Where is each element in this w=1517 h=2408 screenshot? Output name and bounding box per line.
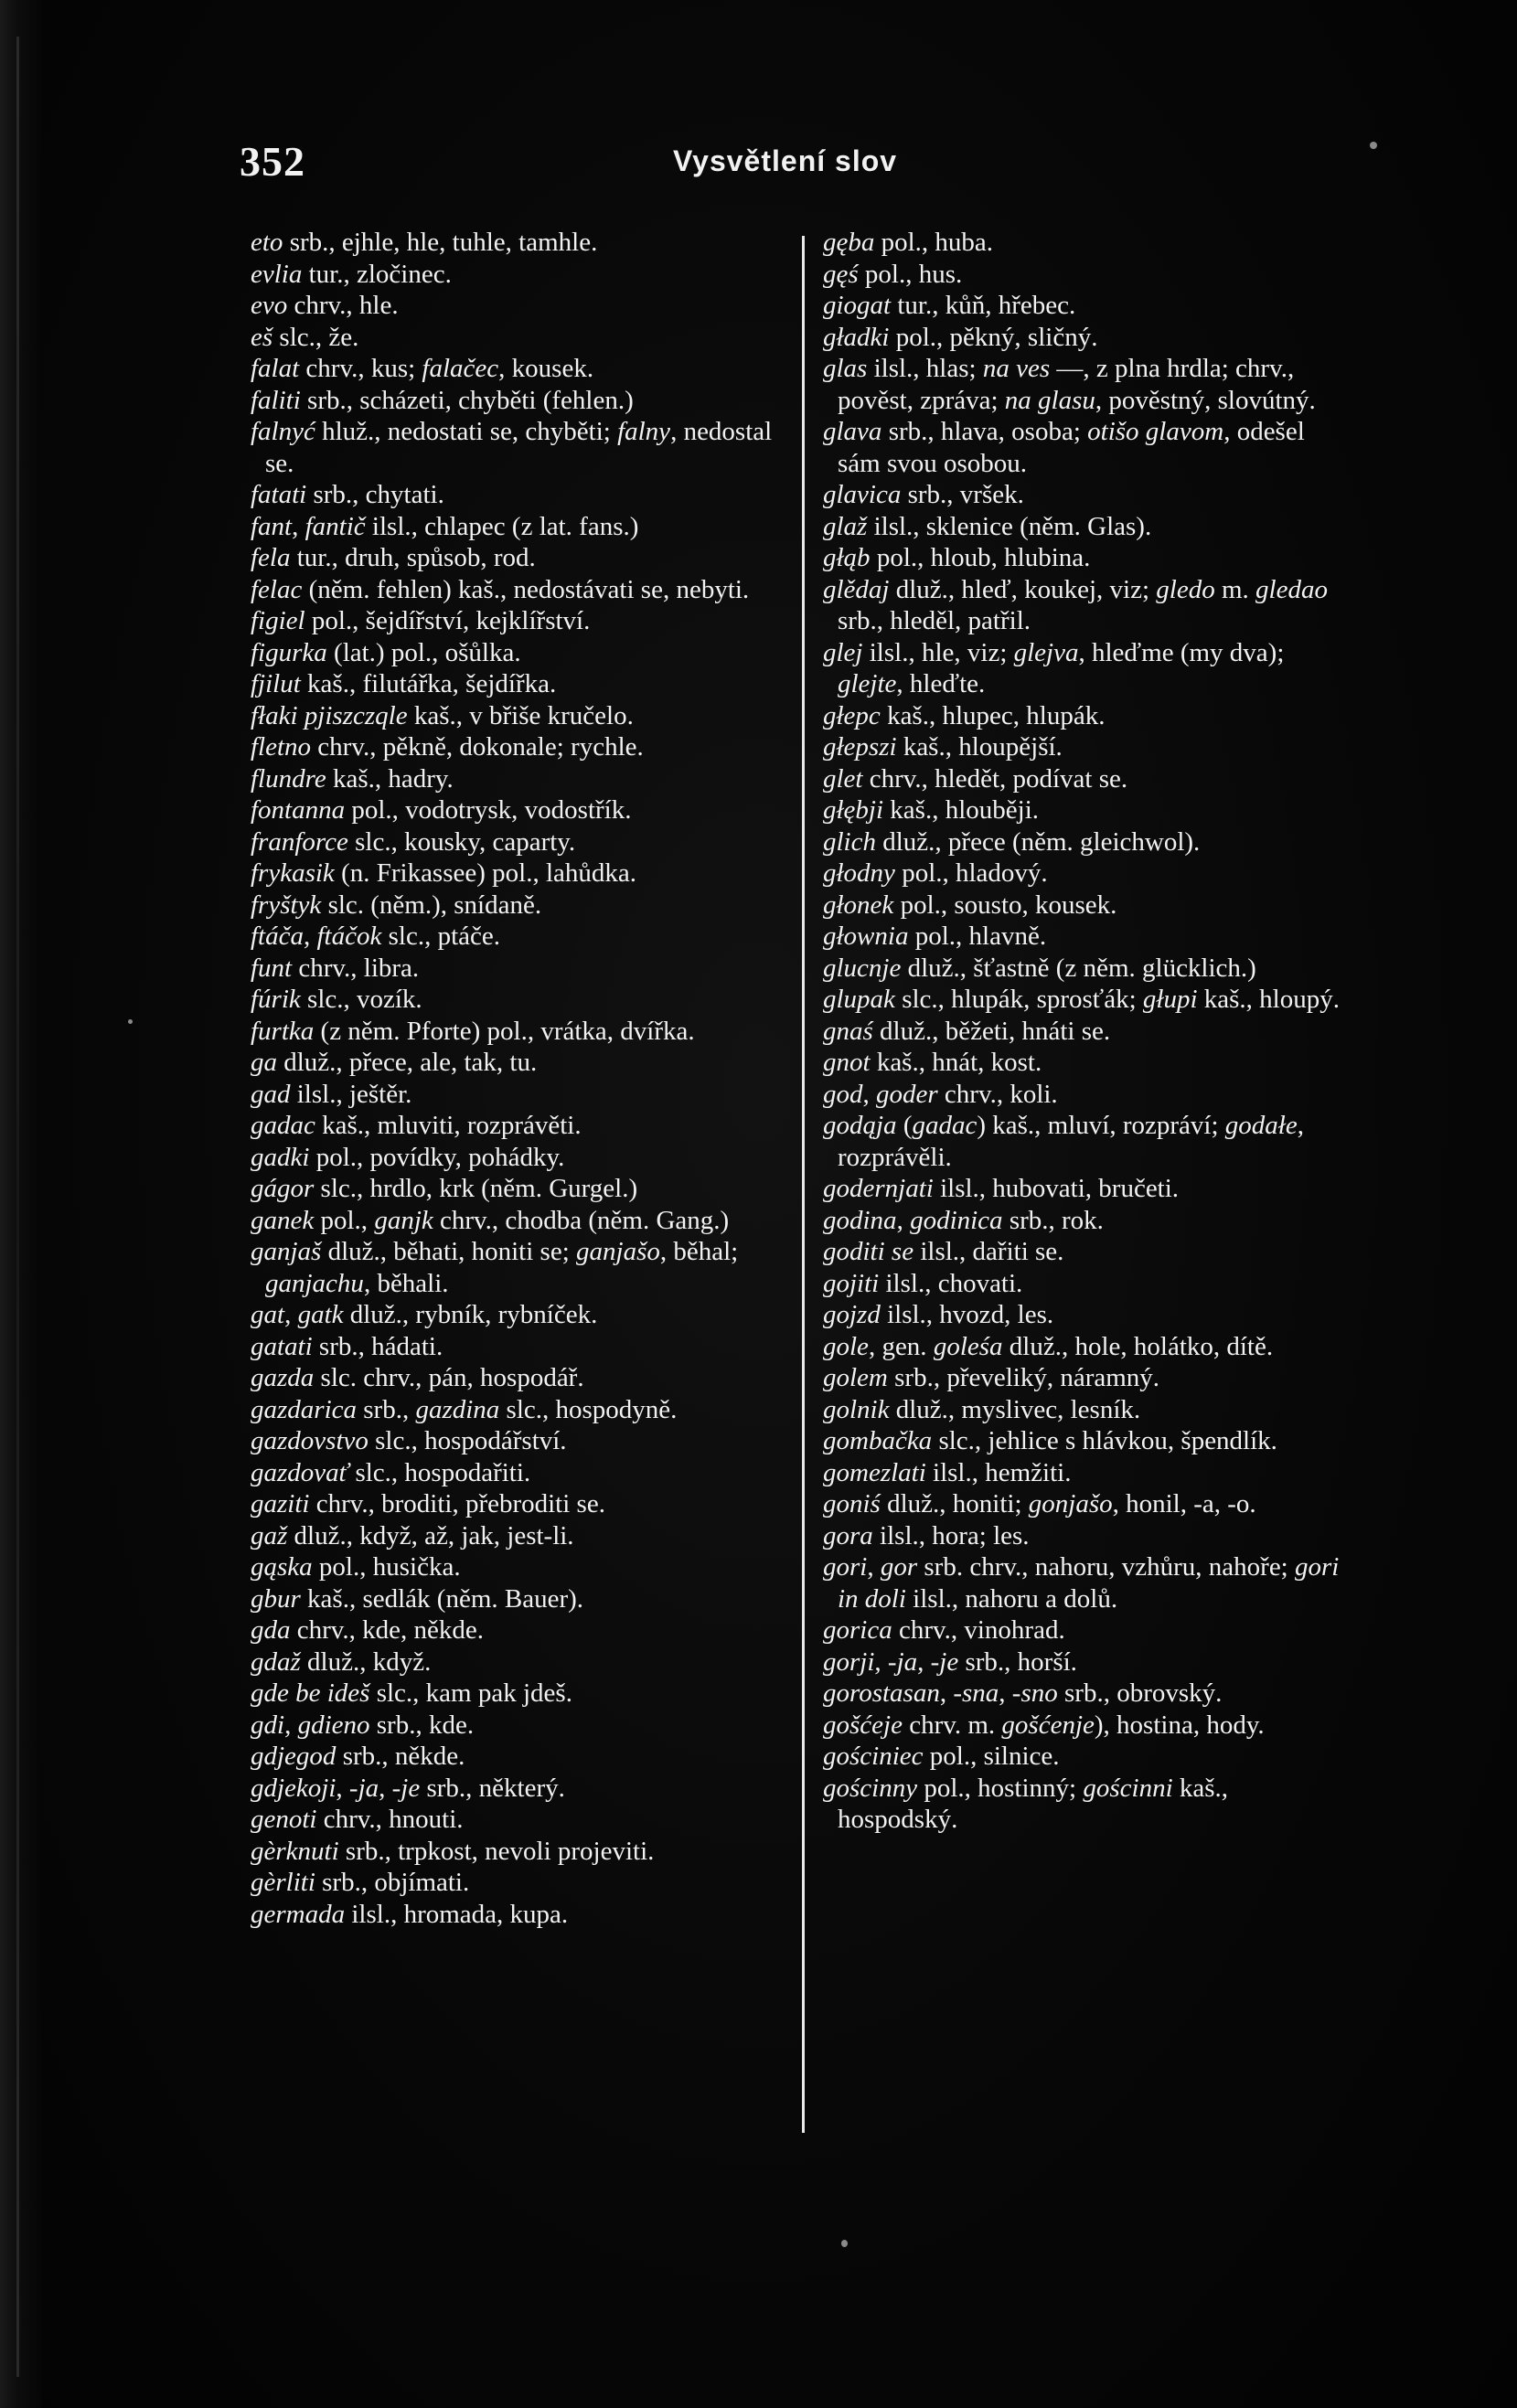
glossary-entry: god, goder chrv., koli. bbox=[823, 1079, 1058, 1109]
glossary-entry: gda chrv., kde, někde. bbox=[251, 1615, 485, 1645]
glossary-entry: gatati srb., hádati. bbox=[251, 1331, 443, 1361]
glossary-entry: godernjati ilsl., hubovati, bručeti. bbox=[823, 1174, 1180, 1203]
glossary-entry: felac (něm. fehlen) kaš., nedostávati se, nebyti. bbox=[251, 574, 750, 604]
glossary-entry: gora ilsl., hora; les. bbox=[823, 1520, 1030, 1550]
glossary-entry: fatati srb., chytati. bbox=[251, 480, 444, 509]
glossary-entry: gąska pol., husička. bbox=[251, 1552, 461, 1582]
page-number: 352 bbox=[240, 138, 305, 185]
glossary-entry: gościniec pol., silnice. bbox=[823, 1742, 1060, 1771]
glossary-entry: głodny pol., hladový. bbox=[823, 858, 1048, 888]
glossary-entry: glas ilsl., hlas; na ves —, z plna hrdla; chrv., pověst, zpráva; na glasu, pověstný, slovútný. bbox=[823, 354, 1316, 415]
glossary-entry: fúrik slc., vozík. bbox=[251, 985, 422, 1014]
running-title: Vysvětlení slov bbox=[673, 144, 898, 177]
glossary-entry: gošćeje chrv. m. gošćenje), hostina, hody. bbox=[823, 1710, 1265, 1740]
glossary-entry: frykasik (n. Frikassee) pol., lahůdka. bbox=[251, 858, 637, 888]
glossary-entry: glich dluž., přece (něm. gleichwol). bbox=[823, 826, 1201, 857]
glossary-entry: furtka (z něm. Pforte) pol., vrátka, dvířka. bbox=[251, 1016, 695, 1046]
paper-speck bbox=[128, 1019, 133, 1024]
glossary-entry: gojzd ilsl., hvozd, les. bbox=[823, 1300, 1054, 1329]
glossary-entry: glava srb., hlava, osoba; otišo glavom, odešel sám svou osobou. bbox=[823, 417, 1305, 478]
glossary-entry: głepc kaš., hlupec, hlupák. bbox=[823, 700, 1106, 730]
glossary-entry: genoti chrv., hnouti. bbox=[251, 1805, 464, 1834]
glossary-entry: głownia pol., hlavně. bbox=[823, 922, 1047, 951]
glossary-entry: fletno chrv., pěkně, dokonale; rychle. bbox=[251, 732, 644, 762]
glossary-column-right bbox=[823, 227, 1344, 1836]
glossary-entry: gaž dluž., když, až, jak, jest-li. bbox=[251, 1520, 574, 1550]
paper-speck bbox=[841, 2240, 848, 2247]
column-divider bbox=[802, 236, 805, 2133]
glossary-entry: gole, gen. goleśa dluž., hole, holátko, dítě. bbox=[823, 1331, 1274, 1361]
glossary-entry: głepszi kaš., hloupější. bbox=[823, 732, 1063, 762]
glossary-entry: figurka (lat.) pol., ošůlka. bbox=[251, 637, 521, 667]
glossary-entry: głonek pol., sousto, kousek. bbox=[823, 890, 1117, 920]
glossary-entry: goditi se ilsl., dařiti se. bbox=[823, 1237, 1064, 1266]
glossary-entry: fant, fantič ilsl., chlapec (z lat. fans.) bbox=[251, 511, 639, 541]
glossary-entry: gęba pol., huba. bbox=[823, 228, 994, 257]
glossary-entry: gadki pol., povídky, pohádky. bbox=[251, 1142, 565, 1172]
glossary-entry: gomezlati ilsl., hemžiti. bbox=[823, 1457, 1072, 1487]
glossary-entry: figiel pol., šejdířství, kejklířství. bbox=[251, 606, 591, 635]
glossary-entry: gojiti ilsl., chovati. bbox=[823, 1268, 1023, 1298]
glossary-entry: gęś pol., hus. bbox=[823, 259, 963, 289]
glossary-entry: fela tur., druh, spůsob, rod. bbox=[251, 543, 536, 572]
glossary-entry: gorji, -ja, -je srb., horší. bbox=[823, 1646, 1077, 1677]
page-edge bbox=[16, 37, 19, 2377]
glossary-entry: eš slc., že. bbox=[251, 322, 359, 352]
glossary-entry: gazda slc. chrv., pán, hospodář. bbox=[251, 1363, 584, 1392]
glossary-entry: głębji kaš., hlouběji. bbox=[823, 795, 1039, 825]
glossary-entry: eto srb., ejhle, hle, tuhle, tamhle. bbox=[251, 228, 598, 257]
glossary-entry: ga dluž., přece, ale, tak, tu. bbox=[251, 1048, 538, 1077]
glossary-entry: glupak slc., hlupák, sprosťák; głupi kaš., hloupý. bbox=[823, 985, 1340, 1014]
book-spine-shadow bbox=[0, 0, 42, 2408]
glossary-entry: gnot kaš., hnát, kost. bbox=[823, 1048, 1042, 1077]
glossary-entry: gazdarica srb., gazdina slc., hospodyně. bbox=[251, 1394, 678, 1424]
paper-speck bbox=[1370, 142, 1377, 149]
glossary-entry: franforce slc., kousky, caparty. bbox=[251, 826, 576, 857]
glossary-entry: ganek pol., ganjk chrv., chodba (něm. Gang.) bbox=[251, 1205, 730, 1235]
glossary-entry: gde be ideš slc., kam pak jdeš. bbox=[251, 1678, 572, 1708]
glossary-entry: flundre kaš., hadry. bbox=[251, 763, 454, 794]
glossary-entry: gładki pol., pěkný, sličný. bbox=[823, 322, 1098, 352]
glossary-entry: fontanna pol., vodotrysk, vodostřík. bbox=[251, 795, 632, 825]
glossary-entry: goniś dluž., honiti; gonjašo, honil, -a, -o. bbox=[823, 1489, 1256, 1518]
glossary-entry: glaž ilsl., sklenice (něm. Glas). bbox=[823, 511, 1152, 541]
glossary-entry: gadac kaš., mluviti, rozprávěti. bbox=[251, 1111, 582, 1140]
glossary-entry: gaziti chrv., broditi, přebroditi se. bbox=[251, 1489, 605, 1518]
glossary-column-left bbox=[251, 227, 790, 1930]
glossary-entry: fłaki pjiszczqle kaš., v břiše kručelo. bbox=[251, 700, 634, 730]
glossary-entry: falnyć hluž., nedostati se, chyběti; falny, nedostal se. bbox=[251, 417, 773, 478]
glossary-entry: glet chrv., hledět, podívat se. bbox=[823, 763, 1128, 794]
glossary-entry: gágor slc., hrdlo, krk (něm. Gurgel.) bbox=[251, 1174, 638, 1203]
glossary-entry: gorostasan, -sna, -sno srb., obrovský. bbox=[823, 1678, 1223, 1708]
glossary-entry: gdjekoji, -ja, -je srb., některý. bbox=[251, 1773, 565, 1803]
glossary-entry: giogat tur., kůň, hřebec. bbox=[823, 291, 1076, 320]
glossary-entry: evlia tur., zločinec. bbox=[251, 259, 452, 289]
glossary-entry: gazdovať slc., hospodařiti. bbox=[251, 1457, 531, 1487]
glossary-entry: funt chrv., libra. bbox=[251, 953, 420, 983]
glossary-entry: gèrknuti srb., trpkost, nevoli projeviti. bbox=[251, 1836, 655, 1866]
page-header bbox=[240, 137, 1264, 192]
glossary-entry: gnaś dluž., běžeti, hnáti se. bbox=[823, 1016, 1111, 1046]
glossary-entry: gad ilsl., ještěr. bbox=[251, 1079, 412, 1109]
glossary-entry: gori, gor srb. chrv., nahoru, vzhůru, nahoře; gori in doli ilsl., nahoru a dolů. bbox=[823, 1552, 1340, 1614]
glossary-entry: ftáča, ftáčok slc., ptáče. bbox=[251, 922, 500, 951]
glossary-entry: gdjegod srb., někde. bbox=[251, 1742, 465, 1771]
glossary-entry: gdi, gdieno srb., kde. bbox=[251, 1710, 475, 1740]
glossary-entry: godina, godinica srb., rok. bbox=[823, 1205, 1104, 1235]
glossary-entry: gat, gatk dluž., rybník, rybníček. bbox=[251, 1300, 598, 1329]
glossary-entry: gościnny pol., hostinný; gościnni kaš., hospodský. bbox=[823, 1773, 1229, 1834]
glossary-entry: gombačka slc., jehlice s hlávkou, špendlík. bbox=[823, 1426, 1277, 1455]
glossary-entry: głąb pol., hloub, hlubina. bbox=[823, 543, 1091, 572]
glossary-entry: faliti srb., scházeti, chyběti (fehlen.) bbox=[251, 385, 634, 415]
glossary-entry: godąja (gadac) kaš., mluví, rozpráví; godałe, rozprávěli. bbox=[823, 1111, 1304, 1172]
glossary-entry: ganjaš dluž., běhati, honiti se; ganjašo, běhal; ganjachu, běhali. bbox=[251, 1237, 739, 1298]
glossary-entry: gazdovstvo slc., hospodářství. bbox=[251, 1426, 567, 1455]
glossary-entry: fryštyk slc. (něm.), snídaně. bbox=[251, 890, 542, 920]
glossary-entry: germada ilsl., hromada, kupa. bbox=[251, 1899, 569, 1929]
glossary-entry: gbur kaš., sedlák (něm. Bauer). bbox=[251, 1583, 584, 1614]
glossary-entry: glucnje dluž., šťastně (z něm. glücklich.) bbox=[823, 953, 1256, 983]
glossary-entry: falat chrv., kus; falačec, kousek. bbox=[251, 354, 594, 383]
glossary-entry: glědaj dluž., hleď, koukej, viz; gledo m. gledao srb., hleděl, patřil. bbox=[823, 574, 1328, 635]
glossary-entry: fjilut kaš., filutářka, šejdířka. bbox=[251, 669, 557, 698]
glossary-entry: gèrliti srb., objímati. bbox=[251, 1868, 470, 1897]
glossary-entry: glej ilsl., hle, viz; glejva, hleďme (my dva); glejte, hleďte. bbox=[823, 637, 1285, 698]
glossary-entry: gorica chrv., vinohrad. bbox=[823, 1615, 1065, 1645]
glossary-entry: gdaž dluž., když. bbox=[251, 1646, 432, 1677]
glossary-entry: glavica srb., vršek. bbox=[823, 480, 1024, 509]
glossary-entry: golem srb., převeliký, náramný. bbox=[823, 1363, 1160, 1392]
glossary-entry: evo chrv., hle. bbox=[251, 291, 399, 320]
glossary-entry: golnik dluž., myslivec, lesník. bbox=[823, 1394, 1141, 1424]
